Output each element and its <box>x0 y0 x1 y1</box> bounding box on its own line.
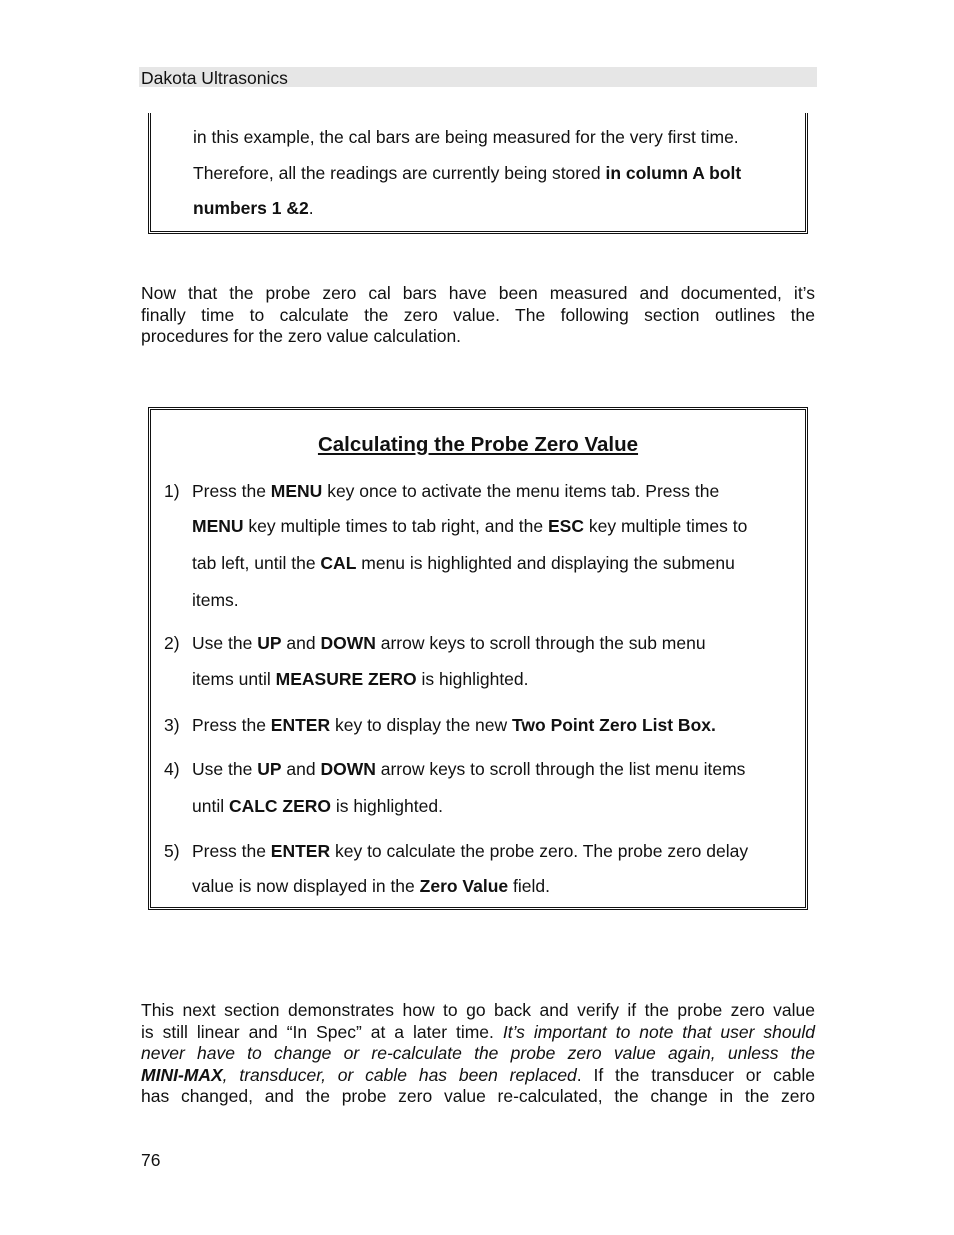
step-3-number: 3) <box>164 715 180 735</box>
page-number: 76 <box>141 1150 161 1170</box>
step-5-line-1: Press the ENTER key to calculate the probe zero. The probe zero delay <box>192 841 749 861</box>
verify-line-1: This next section demonstrates how to go back and verify if the probe zero value <box>141 1000 815 1020</box>
step-2-line-1: Use the UP and DOWN arrow keys to scroll through the sub menu <box>192 633 706 653</box>
step-1-line-2: MENU key multiple times to tab right, and the ESC key multiple times to <box>192 516 748 536</box>
step-1-line-4: items. <box>192 590 239 610</box>
step-2-line-2: items until MEASURE ZERO is highlighted. <box>192 669 529 689</box>
step-3-line-1: Press the ENTER key to display the new Two Point Zero List Box. <box>192 715 716 735</box>
intro-line-1: Now that the probe zero cal bars have been measured and documented, it’s <box>141 283 815 303</box>
verify-line-3: never have to change or re-calculate the probe zero value again, unless the <box>141 1043 815 1063</box>
header-title: Dakota Ultrasonics <box>141 68 288 88</box>
step-5-number: 5) <box>164 841 180 861</box>
step-1-number: 1) <box>164 481 180 501</box>
intro-paragraph <box>141 283 815 348</box>
note-line-1: in this example, the cal bars are being measured for the very first time. <box>193 127 739 147</box>
procedure-title: Calculating the Probe Zero Value <box>317 433 639 456</box>
step-1-line-3: tab left, until the CAL menu is highlighted and displaying the submenu <box>192 553 735 573</box>
step-4-line-1: Use the UP and DOWN arrow keys to scroll through the list menu items <box>192 759 746 779</box>
intro-line-3: procedures for the zero value calculation. <box>141 326 462 346</box>
intro-line-2: finally time to calculate the zero value. The following section outlines the <box>141 304 815 325</box>
note-line-3: numbers 1 &2. <box>193 198 314 218</box>
step-4-line-2: until CALC ZERO is highlighted. <box>192 796 443 816</box>
verify-line-5: has changed, and the probe zero value re-calculated, the change in the zero <box>141 1086 815 1106</box>
continued-note-box <box>148 113 808 234</box>
step-5-line-2: value is now displayed in the Zero Value field. <box>192 876 550 896</box>
step-4-number: 4) <box>164 759 180 779</box>
procedure-box <box>148 407 808 910</box>
step-2-number: 2) <box>164 633 180 653</box>
step-1-line-1: Press the MENU key once to activate the menu items tab. Press the <box>192 481 720 501</box>
verify-paragraph <box>141 1000 815 1108</box>
running-header <box>139 67 817 87</box>
verify-line-4: MINI-MAX, transducer, or cable has been replaced. If the transducer or cable <box>141 1064 815 1085</box>
verify-line-2: is still linear and “In Spec” at a later time. It’s important to note that user should <box>141 1021 815 1042</box>
note-line-2: Therefore, all the readings are currently being stored in column A bolt <box>193 163 742 183</box>
